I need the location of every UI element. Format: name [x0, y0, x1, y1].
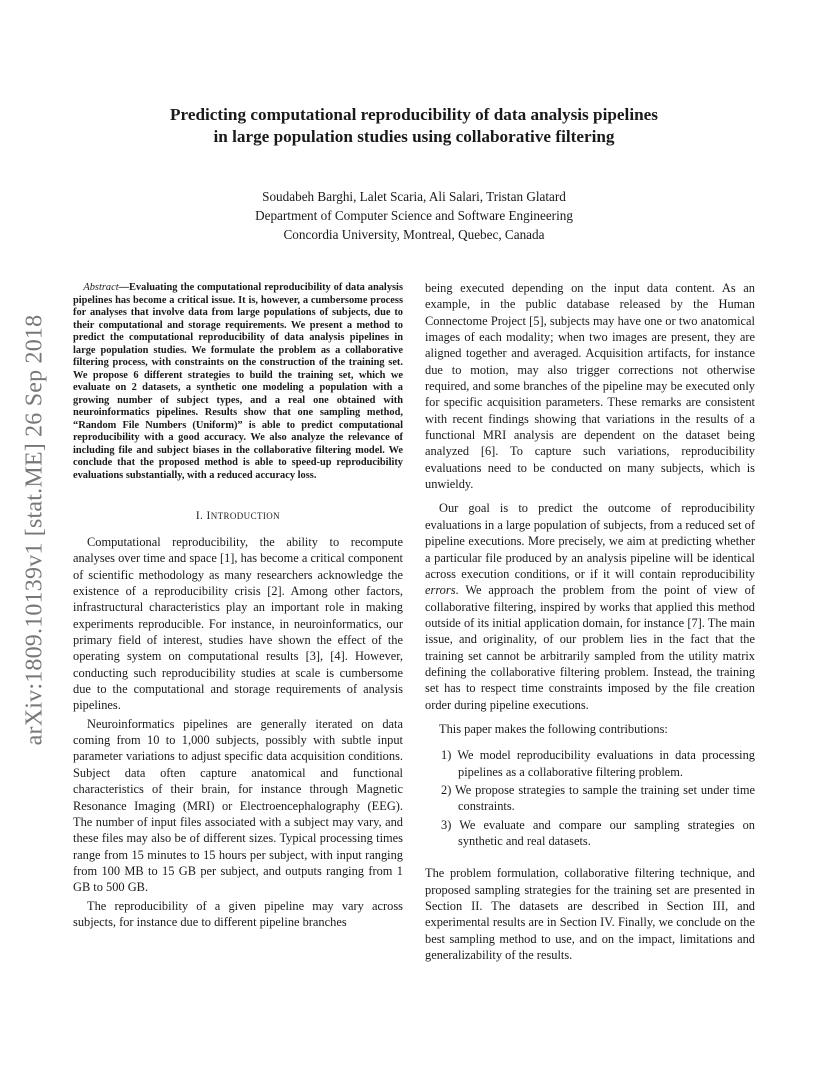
intro-paragraph-3-part-2: being executed depending on the input data content. As an example, in the public database released by the Human Connectome Project [5], subjects may have one or two anatomical images of each modality; when two images are present, they are aligned together and averaged. Acquisition artifacts, for instance due to motion, may also trigger corrections not otherwise required, and some branches of the pipeline may be executed only for specific acquisition parameters. These remarks are consistent with recent findings showing that variations in the results of a functional MRI analysis are dependent on the dataset being analyzed [6]. To capture such variations, reproducibility evaluations need to be conducted on many subjects, which is unwieldy. [425, 281, 755, 492]
intro-paragraph-3-part-1: The reproducibility of a given pipeline may vary across subjects, for instance due to different pipeline branches [73, 898, 403, 929]
intro-paragraph-4-text-a: Our goal is to predict the outcome of reproducibility evaluations in a large population of subjects, from a reduced set of pipeline executions. More precisely, we aim at predicting whether a particular file produced by an analysis pipeline will be identical across execution conditions, or if it will contain reproducibility [425, 501, 755, 581]
abstract-text: —Evaluating the computational reproducibility of data analysis pipelines has become a critical issue. It is, however, a cumbersome process for analyses that involve data from large populations of subjects, due to their computational and storage requirements. We present a method to predict the computational reproducibility of data analysis pipelines in large population studies. We formulate the problem as a collaborative filtering process, with constraints on the construction of the training set. We propose 6 different strategies to build the training set, which we evaluate on 2 datasets, a synthetic one modeling a population with a growing number of subject types, and a real one obtained with neuroinformatics pipelines. Results show that one sampling method, “Random File Numbers (Uniform)” is able to predict computational reproducibility with a good accuracy. We also analyze the relevance of including file and subject biases in the collaborative filtering model. We conclude that the proposed method is able to speed-up reproducibility evaluations substantially, with a reduced accuracy loss. [73, 282, 403, 481]
left-column [73, 282, 403, 930]
intro-paragraph-4-text-b: . We approach the problem from the point of view of collaborative filtering, inspired by works that applied this method outside of its initial application domain, for instance [7]. The main issue, and originality, of our problem lies in the fact that the training set cannot be arbitrarily sampled from the utility matrix defining the collaborative filtering problem. Instead, the training set has to respect time constraints imposed by the file creation order during pipeline executions. [425, 583, 755, 712]
author-affiliation: Concordia University, Montreal, Quebec, Canada [283, 227, 545, 242]
abstract-label: Abstract [83, 282, 119, 293]
paper-title [80, 104, 748, 148]
author-block [80, 187, 748, 244]
paper-title-line-1: Predicting computational reproducibility of data analysis pipelines [170, 105, 658, 124]
section-title-rest: NTRODUCTION [210, 511, 281, 521]
intro-paragraph-1: Computational reproducibility, the ability to recompute analyses over time and space [1], has become a critical component of scientific methodology as many researchers acknowledge the existence of a reproducibility crisis [2]. Among other factors, infrastructural characteristics play an important role in making experiments reproducible. For instance, in neuroinformatics, our primary field of interest, studies have shown the effect of the operating system on computational results [3], [4]. However, conducting such reproducibility studies at scale is cumbersome due to the computational and storage requirements of analysis pipelines. [73, 535, 403, 713]
abstract [73, 282, 403, 482]
intro-paragraph-4 [425, 500, 755, 712]
section-title-initial: I [206, 510, 211, 522]
section-heading-introduction [73, 510, 403, 522]
author-department: Department of Computer Science and Software Engineering [255, 208, 573, 223]
contributions-list [425, 747, 755, 849]
contribution-item: 3) We evaluate and compare our sampling strategies on synthetic and real datasets. [441, 817, 755, 848]
closing-paragraph: The problem formulation, collaborative filtering technique, and proposed sampling strategies for the training set are presented in Section II. The datasets are described in Section III, and experimental results are in Section IV. Finally, we conclude on the best sampling method to use, and on the impact, limitations and generalizability of the results. [425, 866, 755, 963]
contribution-item: 1) We model reproducibility evaluations in data processing pipelines as a collaborative filtering problem. [441, 748, 756, 779]
paper-title-line-2: in large population studies using collaborative filtering [213, 127, 615, 146]
right-column [425, 280, 755, 963]
arxiv-identifier-text: arXiv:1809.10139v1 [stat.ME] 26 Sep 2018 [21, 314, 48, 746]
intro-paragraph-5: This paper makes the following contributions: [439, 721, 668, 736]
intro-paragraph-2: Neuroinformatics pipelines are generally iterated on data coming from 10 to 1,000 subjects, possibly with subtle input parameter variations to adjust specific data acquisition conditions. Subject data often capture anatomical and functional characteristics of their brain, for instance through Magnetic Resonance Imaging (MRI) or Electroencephalography (EEG). The number of input files associated with a subject may vary, and these files may also be of different sizes. Typical processing times range from 15 minutes to 15 hours per subject, with input ranging from 100 MB to 15 GB per subject, and outputs ranging from 1 GB to 500 GB. [73, 716, 403, 895]
author-names: Soudabeh Barghi, Lalet Scaria, Ali Salari, Tristan Glatard [262, 189, 566, 204]
contribution-item: 2) We propose strategies to sample the training set under time constraints. [441, 782, 755, 814]
emphasis-errors: errors [425, 583, 456, 598]
section-numeral: I. [195, 510, 204, 522]
arxiv-identifier [20, 280, 50, 780]
